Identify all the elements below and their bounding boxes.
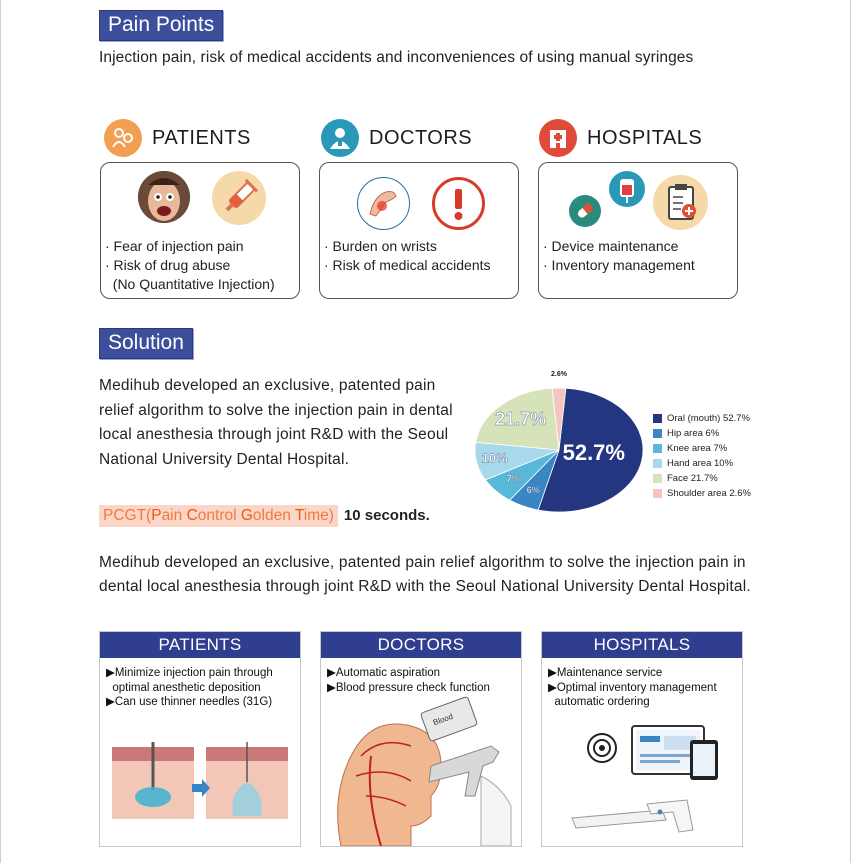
pcgt-letter: C xyxy=(186,507,198,524)
list-item: · Inventory management xyxy=(543,257,695,273)
iot-icon xyxy=(588,734,616,762)
category-hospitals-header xyxy=(539,119,702,157)
hospitals-pain-list xyxy=(543,237,695,275)
pcgt-line xyxy=(99,505,430,527)
pcgt-badge xyxy=(99,505,338,527)
category-doctors-title: DOCTORS xyxy=(369,126,473,149)
pie-slice-label: 21.7% xyxy=(495,409,547,430)
pcgt-letter: G xyxy=(240,507,253,524)
list-item: optimal anesthetic deposition xyxy=(106,681,261,694)
list-item: ▶Automatic aspiration xyxy=(327,667,441,679)
card-doctors xyxy=(319,162,519,299)
pie-slice-label: 6% xyxy=(526,484,540,495)
pcgt-word: olden xyxy=(252,507,295,524)
list-item: · Device maintenance xyxy=(543,238,679,254)
warning-icon xyxy=(432,177,485,230)
panel-hospitals-title: HOSPITALS xyxy=(542,632,742,658)
syringe-icon xyxy=(212,171,266,225)
wrist-pain-icon xyxy=(357,177,410,230)
doctors-pain-list xyxy=(324,237,491,275)
legend-item xyxy=(653,411,751,426)
panel-patients xyxy=(99,631,301,847)
scared-face-icon xyxy=(138,171,190,223)
pie-legend xyxy=(653,411,751,501)
panel-patients-list xyxy=(100,658,300,710)
solution-tag: Solution xyxy=(99,328,193,359)
legend-label: Knee area 7% xyxy=(667,443,728,454)
pie-slice-label: 2.6% xyxy=(551,371,567,379)
pain-points-intro: Injection pain, risk of medical accidents and inconveniences of using manual syringes xyxy=(99,49,694,66)
legend-label: Oral (mouth) 52.7% xyxy=(667,413,750,424)
card-hospitals xyxy=(538,162,738,299)
legend-item xyxy=(653,456,751,471)
iot-device-illustration xyxy=(542,696,742,846)
pie-slice-label: 7% xyxy=(506,474,521,486)
list-item: ▶Maintenance service xyxy=(548,667,663,679)
legend-swatch xyxy=(653,429,662,438)
pcgt-word: ontrol xyxy=(197,507,241,524)
legend-item xyxy=(653,471,751,486)
legend-swatch xyxy=(653,474,662,483)
category-patients-header xyxy=(104,119,251,157)
pcgt-duration: 10 seconds. xyxy=(343,507,430,524)
list-item: ▶Can use thinner needles (31G) xyxy=(106,696,273,708)
blood-bag-icon xyxy=(609,171,645,207)
solution-text: Medihub developed an exclusive, patented pain relief algorithm to solve the injection pain in dental local anesthesia through joint R&D with the Seoul National University Dental Hospital. xyxy=(99,377,453,468)
legend-swatch xyxy=(653,444,662,453)
patients-icon xyxy=(104,119,142,157)
body-area-pie-chart xyxy=(469,370,649,530)
list-item: · Burden on wrists xyxy=(324,238,437,254)
pcgt-letter: T xyxy=(294,507,304,524)
legend-item xyxy=(653,426,751,441)
pcgt-word: ain xyxy=(161,507,187,524)
panel-doctors xyxy=(320,631,522,847)
pcgt-word: ime) xyxy=(303,507,334,524)
patients-pain-list xyxy=(105,237,275,294)
legend-label: Shoulder area 2.6% xyxy=(667,488,751,499)
category-patients-title: PATIENTS xyxy=(152,126,251,149)
hospital-building-icon xyxy=(539,119,577,157)
list-item: automatic ordering xyxy=(548,696,650,708)
pcgt-letter: P xyxy=(151,507,162,524)
pill-icon xyxy=(569,195,601,227)
pain-points-tag: Pain Points xyxy=(99,10,223,41)
legend-label: Hand area 10% xyxy=(667,458,734,469)
panel-doctors-list xyxy=(321,658,521,695)
list-item: (No Quantitative Injection) xyxy=(105,276,275,292)
list-item: ▶Optimal inventory management xyxy=(548,681,717,694)
list-item: · Risk of medical accidents xyxy=(324,257,491,273)
pie-slice-label: 10% xyxy=(481,450,508,466)
head-anatomy-illustration xyxy=(321,696,521,846)
legend-item xyxy=(653,441,751,456)
panel-patients-title: PATIENTS xyxy=(100,632,300,658)
legend-swatch xyxy=(653,414,662,423)
legend-item xyxy=(653,486,751,501)
legend-swatch xyxy=(653,489,662,498)
list-item: ▶Minimize injection pain through xyxy=(106,667,273,679)
legend-label: Hip area 6% xyxy=(667,428,720,439)
description-paragraph: Medihub developed an exclusive, patented pain relief algorithm to solve the injection pain in dental local anesthesia through joint R&D with the Seoul National University Dental Hospital. xyxy=(99,554,751,595)
pcgt-prefix: PCGT( xyxy=(103,507,152,524)
category-hospitals-title: HOSPITALS xyxy=(587,126,703,149)
panel-hospitals xyxy=(541,631,743,847)
pie-slice-label: 52.7% xyxy=(562,440,625,466)
skin-tissue-illustration xyxy=(100,742,300,832)
list-item: · Fear of injection pain xyxy=(105,238,244,254)
legend-swatch xyxy=(653,459,662,468)
category-doctors-header xyxy=(321,119,472,157)
card-patients xyxy=(100,162,300,299)
blood-label: Blood xyxy=(431,711,455,728)
list-item: ▶Blood pressure check function xyxy=(327,681,490,694)
clipboard-icon xyxy=(653,175,708,230)
legend-label: Face 21.7% xyxy=(667,473,718,484)
panel-doctors-title: DOCTORS xyxy=(321,632,521,658)
list-item: · Risk of drug abuse xyxy=(105,257,231,273)
doctors-icon xyxy=(321,119,359,157)
